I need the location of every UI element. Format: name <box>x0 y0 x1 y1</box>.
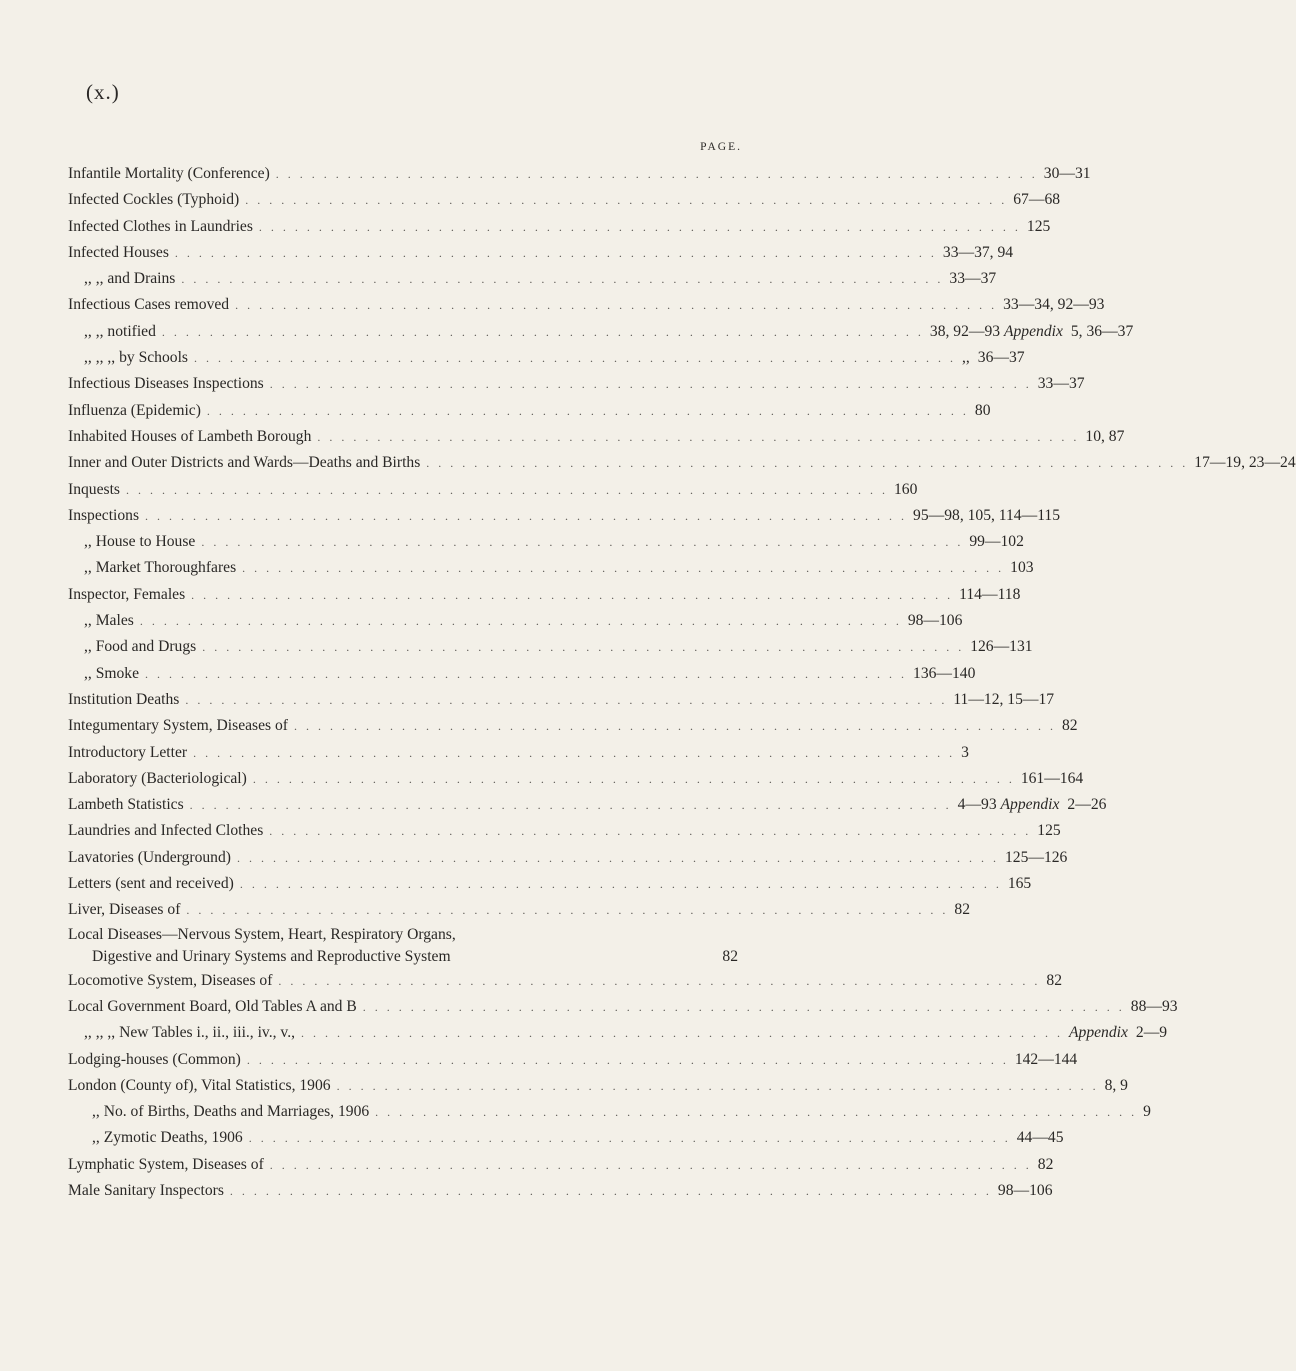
index-entry <box>68 503 1061 529</box>
entry-label: Integumentary System, Diseases of <box>68 717 288 735</box>
page-reference: 8, 9 <box>1104 1076 1128 1094</box>
page-reference: 33—37, 94 <box>942 243 1014 261</box>
index-entry <box>68 1152 1054 1178</box>
entry-label: Laboratory (Bacteriological) <box>68 769 247 787</box>
page-reference: 136—140 <box>913 664 976 682</box>
page-reference: 82 <box>954 901 970 919</box>
page-reference: 3 <box>961 743 969 761</box>
dot-leader: . . . . . . . . . . . . . . . . . . . . . . . . . . . . . . . . . . . . . . . . . . . . . . . . . . . . . . . . . . . . . . . . <box>161 324 924 339</box>
index-entry <box>68 713 1078 739</box>
entry-extra-ref: Appendix <box>1069 1024 1128 1042</box>
entry-label: ,, Zymotic Deaths, 1906 <box>92 1129 243 1147</box>
index-entry <box>68 477 918 503</box>
dot-leader: . . . . . . . . . . . . . . . . . . . . . . . . . . . . . . . . . . . . . . . . . . . . . . . . . . . . . . . . . . . . . . . . <box>252 771 1015 786</box>
entry-label: Liver, Diseases of <box>68 901 181 919</box>
index-entry <box>68 529 1024 555</box>
entry-extra-ref: ,, <box>961 349 970 367</box>
entry-extra-ref: 4—93 Appendix <box>957 796 1060 814</box>
page-reference: 2—26 <box>1067 796 1107 814</box>
dot-leader: . . . . . . . . . . . . . . . . . . . . . . . . . . . . . . . . . . . . . . . . . . . . . . . . . . . . . . . . . . . . . . . . <box>294 719 1056 734</box>
dot-leader: . . . . . . . . . . . . . . . . . . . . . . . . . . . . . . . . . . . . . . . . . . . . . . . . . . . . . . . . . . . . . . . . <box>239 877 1002 892</box>
entry-label: Local Diseases—Nervous System, Heart, Respiratory Organs, Digestive and Urinary Systems and Reproductive System <box>68 925 456 965</box>
index-entry <box>68 687 1055 713</box>
entry-label: Infected Houses <box>68 243 169 261</box>
page-reference: 142—144 <box>1014 1050 1078 1068</box>
page-reference: 44—45 <box>1016 1129 1064 1147</box>
index-entry <box>68 1073 1128 1099</box>
dot-leader: . . . . . . . . . . . . . . . . . . . . . . . . . . . . . . . . . . . . . . . . . . . . . . . . . . . . . . . . . . . . . . . . <box>269 377 1032 392</box>
dot-leader: . . . . . . . . . . . . . . . . . . . . . . . . . . . . . . . . . . . . . . . . . . . . . . . . . . . . . . . . . . . . . . . . <box>301 1026 1063 1041</box>
index-entry <box>68 818 1061 844</box>
index-entry <box>68 924 738 968</box>
page-reference: 114—118 <box>959 585 1021 603</box>
page-reference: 30—31 <box>1043 165 1091 182</box>
index-entry <box>68 740 969 766</box>
page-reference: 88—93 <box>1130 997 1178 1015</box>
entry-label: London (County of), Vital Statistics, 1906 <box>68 1076 331 1094</box>
dot-leader: . . . . . . . . . . . . . . . . . . . . . . . . . . . . . . . . . . . . . . . . . . . . . . . . . . . . . . . . . . . . . . . . <box>275 167 1038 181</box>
entry-label: Infected Clothes in Laundries <box>68 217 253 235</box>
index-entry <box>68 398 991 424</box>
entry-label: Lodging-houses (Common) <box>68 1050 241 1068</box>
entry-label: Local Government Board, Old Tables A and B <box>68 997 357 1015</box>
index-entry <box>68 1020 1168 1046</box>
index-entry <box>68 214 1051 240</box>
page-reference: 33—34, 92—93 <box>1003 296 1105 314</box>
dot-leader: . . . . . . . . . . . . . . . . . . . . . . . . . . . . . . . . . . . . . . . . . . . . . . . . . . . . . . . . . . . . . . . . <box>235 298 998 313</box>
entry-label: ,, No. of Births, Deaths and Marriages, 1906 <box>92 1103 370 1121</box>
entry-label: ,, Market Thoroughfares <box>84 559 237 577</box>
dot-leader: . . . . . . . . . . . . . . . . . . . . . . . . . . . . . . . . . . . . . . . . . . . . . . . . . . . . . . . . . . . . . . . . <box>246 1052 1009 1067</box>
entry-label: Inner and Outer Districts and Wards—Deaths and Births <box>68 454 421 472</box>
dot-leader: . . . . . . . . . . . . . . . . . . . . . . . . . . . . . . . . . . . . . . . . . . . . . . . . . . . . . . . . . . . . . . . . <box>336 1078 1099 1093</box>
entry-label: ,, ,, ,, New Tables i., ii., iii., iv., v., <box>84 1024 295 1042</box>
entry-label: Lymphatic System, Diseases of <box>68 1155 264 1173</box>
index-entry <box>68 792 1107 818</box>
entry-label: Inquests <box>68 480 120 498</box>
entry-label: Inhabited Houses of Lambeth Borough <box>68 427 312 445</box>
entry-label: ,, ,, ,, by Schools <box>84 349 188 367</box>
page-reference: 165 <box>1007 875 1032 893</box>
entry-label: Introductory Letter <box>68 743 188 761</box>
index-entry <box>68 450 1296 476</box>
dot-leader: . . . . . . . . . . . . . . . . . . . . . . . . . . . . . . . . . . . . . . . . . . . . . . . . . . . . . . . . . . . . . . . . <box>229 1183 992 1198</box>
index-entry <box>68 266 997 292</box>
dot-leader: . . . . . . . . . . . . . . . . . . . . . . . . . . . . . . . . . . . . . . . . . . . . . . . . . . . . . . . . . . . . . . . . <box>278 973 1041 988</box>
entry-label: Locomotive System, Diseases of <box>68 971 273 989</box>
dot-leader: . . . . . . . . . . . . . . . . . . . . . . . . . . . . . . . . . . . . . . . . . . . . . . . . . . . . . . . . . . . . . . . . <box>125 482 888 497</box>
index-entry <box>68 994 1178 1020</box>
page-reference: 161—164 <box>1020 769 1084 787</box>
index-entry <box>68 1099 1151 1125</box>
page-reference: 103 <box>1010 559 1034 577</box>
dot-leader: . . . . . . . . . . . . . . . . . . . . . . . . . . . . . . . . . . . . . . . . . . . . . . . . . . . . . . . . . . . . . . . . <box>269 1157 1032 1172</box>
dot-leader: . . . . . . . . . . . . . . . . . . . . . . . . . . . . . . . . . . . . . . . . . . . . . . . . . . . . . . . . . . . . . . . . <box>236 850 999 865</box>
entry-label: ,, ,, notified <box>84 322 156 340</box>
index-entry <box>68 845 1068 871</box>
page-reference: 126—131 <box>970 638 1033 656</box>
index-entry <box>68 968 1063 994</box>
page-reference: 99—102 <box>969 533 1024 551</box>
dot-leader: . . . . . . . . . . . . . . . . . . . . . . . . . . . . . . . . . . . . . . . . . . . . . . . . . . . . . . . . . . . . . . . . <box>206 403 969 418</box>
index-entry <box>68 661 976 687</box>
page-reference: 2—9 <box>1135 1024 1168 1042</box>
index-list <box>68 161 1296 1204</box>
page-reference: 80 <box>974 401 991 419</box>
page-reference: 82 <box>1046 971 1063 989</box>
page-reference: 82 <box>1062 717 1078 735</box>
page-reference: 95—98, 105, 114—115 <box>913 506 1061 524</box>
dot-leader: . . . . . . . . . . . . . . . . . . . . . . . . . . . . . . . . . . . . . . . . . . . . . . . . . . . . . . . . . . . . . . . . <box>145 666 908 681</box>
dot-leader: . . . . . . . . . . . . . . . . . . . . . . . . . . . . . . . . . . . . . . . . . . . . . . . . . . . . . . . . . . . . . . . . <box>191 587 954 602</box>
entry-label: Infantile Mortality (Conference) <box>68 165 270 182</box>
page-number: (x.) <box>86 80 120 104</box>
entry-label: ,, Males <box>84 612 134 630</box>
index-entry <box>68 1178 1053 1204</box>
entry-label: ,, House to House <box>84 533 196 551</box>
index-entry <box>68 371 1085 397</box>
index-entry <box>68 292 1105 318</box>
entry-label: Influenza (Epidemic) <box>68 401 201 419</box>
entry-label: Laundries and Infected Clothes <box>68 822 264 840</box>
entry-label: ,, Food and Drugs <box>84 638 197 656</box>
index-entry <box>68 871 1032 897</box>
page-reference: 5, 36—37 <box>1070 322 1134 340</box>
entry-label: Infectious Diseases Inspections <box>68 375 264 393</box>
index-entry <box>68 319 1134 345</box>
entry-label: Inspector, Females <box>68 585 186 603</box>
page-reference: 125—126 <box>1004 848 1068 866</box>
dot-leader: . . . . . . . . . . . . . . . . . . . . . . . . . . . . . . . . . . . . . . . . . . . . . . . . . . . . . . . . . . . . . . . . <box>193 351 956 366</box>
dot-leader: . . . . . . . . . . . . . . . . . . . . . . . . . . . . . . . . . . . . . . . . . . . . . . . . . . . . . . . . . . . . . . . . <box>193 745 956 760</box>
entry-label: Infectious Cases removed <box>68 296 230 314</box>
entry-label: Male Sanitary Inspectors <box>68 1181 224 1199</box>
dot-leader: . . . . . . . . . . . . . . . . . . . . . . . . . . . . . . . . . . . . . . . . . . . . . . . . . . . . . . . . . . . . . . . . <box>258 219 1021 234</box>
index-entry <box>68 345 1025 371</box>
index-entry <box>68 634 1033 660</box>
page-reference: 125 <box>1037 822 1061 840</box>
dot-leader: . . . . . . . . . . . . . . . . . . . . . . . . . . . . . . . . . . . . . . . . . . . . . . . . . . . . . . . . . . . . . . . . <box>174 245 937 260</box>
index-entry <box>68 1047 1078 1073</box>
page-column-header: PAGE. <box>700 141 742 153</box>
page-reference: 33—37 <box>949 270 997 288</box>
dot-leader: . . . . . . . . . . . . . . . . . . . . . . . . . . . . . . . . . . . . . . . . . . . . . . . . . . . . . . . . . . . . . . . . <box>181 272 944 287</box>
dot-leader: . . . . . . . . . . . . . . . . . . . . . . . . . . . . . . . . . . . . . . . . . . . . . . . . . . . . . . . . . . . . . . . . <box>269 824 1032 839</box>
index-entry <box>68 897 970 923</box>
dot-leader: . . . . . . . . . . . . . . . . . . . . . . . . . . . . . . . . . . . . . . . . . . . . . . . . . . . . . . . . . . . . . . . . <box>189 798 952 813</box>
entry-label: ,, ,, and Drains <box>84 270 176 288</box>
index-entry <box>68 766 1084 792</box>
index-entry <box>68 555 1034 581</box>
index-entry <box>68 161 1091 187</box>
page-reference: 160 <box>893 480 918 498</box>
index-entry <box>68 608 963 634</box>
entry-label: Infected Cockles (Typhoid) <box>68 191 240 209</box>
page-reference: 36—37 <box>977 349 1025 367</box>
dot-leader: . . . . . . . . . . . . . . . . . . . . . . . . . . . . . . . . . . . . . . . . . . . . . . . . . . . . . . . . . . . . . . . . <box>248 1131 1011 1146</box>
page-reference: 11—12, 15—17 <box>953 690 1055 708</box>
dot-leader: . . . . . . . . . . . . . . . . . . . . . . . . . . . . . . . . . . . . . . . . . . . . . . . . . . . . . . . . . . . . . . . . <box>186 903 949 918</box>
dot-leader: . . . . . . . . . . . . . . . . . . . . . . . . . . . . . . . . . . . . . . . . . . . . . . . . . . . . . . . . . . . . . . . . <box>145 508 908 523</box>
page-reference: 17—19, 23—24 <box>1194 454 1296 472</box>
dot-leader: . . . . . . . . . . . . . . . . . . . . . . . . . . . . . . . . . . . . . . . . . . . . . . . . . . . . . . . . . . . . . . . . <box>185 692 948 707</box>
dot-leader: . . . . . . . . . . . . . . . . . . . . . . . . . . . . . . . . . . . . . . . . . . . . . . . . . . . . . . . . . . . . . . . . <box>139 614 902 629</box>
index-entry <box>68 240 1014 266</box>
dot-leader: . . . . . . . . . . . . . . . . . . . . . . . . . . . . . . . . . . . . . . . . . . . . . . . . . . . . . . . . . . . . . . . . <box>362 999 1125 1014</box>
page-reference: 33—37 <box>1037 375 1085 393</box>
page-reference: 67—68 <box>1013 191 1061 209</box>
entry-label: Inspections <box>68 506 140 524</box>
dot-leader: . . . . . . . . . . . . . . . . . . . . . . . . . . . . . . . . . . . . . . . . . . . . . . . . . . . . . . . . . . . . . . . . <box>201 535 964 550</box>
index-entry <box>68 1125 1064 1151</box>
page-reference: 125 <box>1026 217 1051 235</box>
entry-label: ,, Smoke <box>84 664 140 682</box>
index-entry <box>68 582 1021 608</box>
entry-extra-ref: 38, 92—93 Appendix <box>929 322 1063 340</box>
dot-leader: . . . . . . . . . . . . . . . . . . . . . . . . . . . . . . . . . . . . . . . . . . . . . . . . . . . . . . . . . . . . . . . . <box>242 561 1005 576</box>
entry-label: Lavatories (Underground) <box>68 848 231 866</box>
page-reference: 98—106 <box>907 612 963 630</box>
page-reference: 98—106 <box>997 1181 1053 1199</box>
entry-label: Institution Deaths <box>68 690 180 708</box>
dot-leader: . . . . . . . . . . . . . . . . . . . . . . . . . . . . . . . . . . . . . . . . . . . . . . . . . . . . . . . . . . . . . . . . <box>245 193 1008 208</box>
dot-leader: . . . . . . . . . . . . . . . . . . . . . . . . . . . . . . . . . . . . . . . . . . . . . . . . . . . . . . . . . . . . . . . . <box>375 1105 1138 1120</box>
page-reference: 82 <box>1037 1155 1054 1173</box>
dot-leader: . . . . . . . . . . . . . . . . . . . . . . . . . . . . . . . . . . . . . . . . . . . . . . . . . . . . . . . . . . . . . . . . <box>317 429 1080 444</box>
dot-leader: . . . . . . . . . . . . . . . . . . . . . . . . . . . . . . . . . . . . . . . . . . . . . . . . . . . . . . . . . . . . . . . . <box>202 640 965 655</box>
entry-label: Letters (sent and received) <box>68 875 234 893</box>
index-entry <box>68 424 1125 450</box>
page-reference: 82 <box>722 947 738 965</box>
dot-leader: . . . . . . . . . . . . . . . . . . . . . . . . . . . . . . . . . . . . . . . . . . . . . . . . . . . . . . . . . . . . . . . . <box>426 456 1189 471</box>
page-reference: 9 <box>1143 1103 1151 1121</box>
entry-label: Lambeth Statistics <box>68 796 184 814</box>
index-entry <box>68 187 1061 213</box>
page-reference: 10, 87 <box>1085 427 1125 445</box>
